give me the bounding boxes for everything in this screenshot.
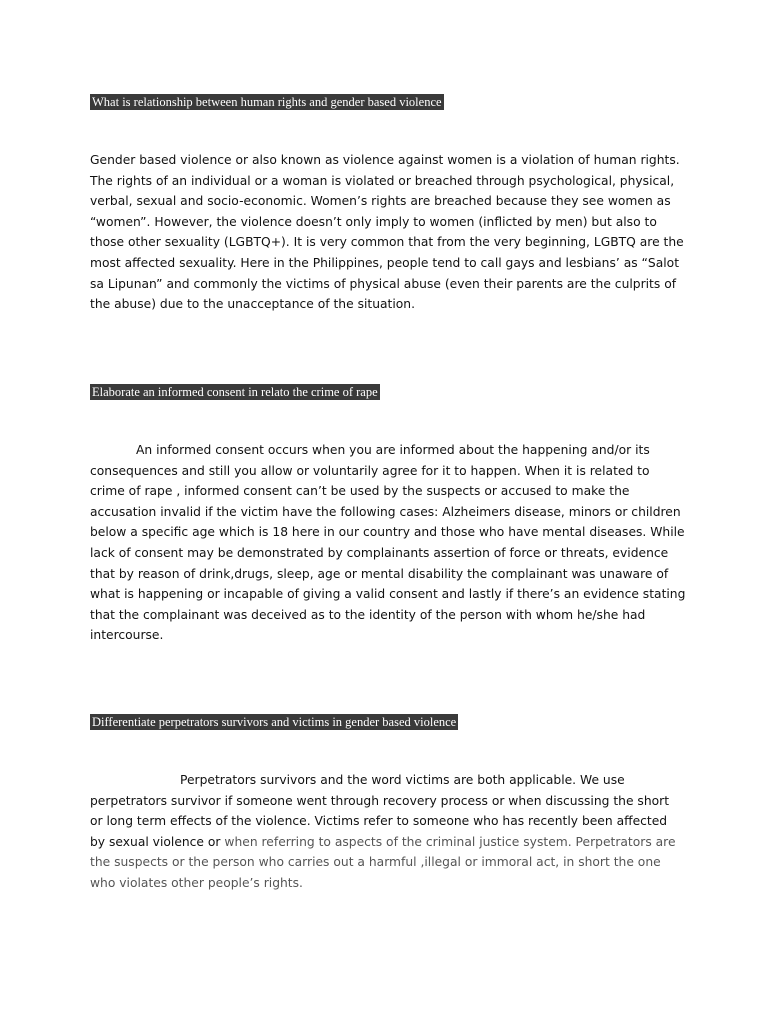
paragraph-line: “women”. However, the violence doesn’t only imply to women (inflicted by men) but also to [90,214,657,229]
paragraph-line: consequences and still you allow or voluntarily agree for it to happen. When it is related to [90,463,650,478]
paragraph-line: or long term effects of the violence. Victims refer to someone who has recently been affected [90,814,668,829]
section-3-paragraph [90,770,680,894]
paragraph-line: verbal, sexual and socio-economic. Women’s rights are breached because they see women as [90,194,671,209]
paragraph-line: what is happening or incapable of giving a valid consent and lastly if there’s an evidence stating [90,587,686,602]
paragraph-line: Perpetrators survivors and the word victims are both applicable. We use [180,773,625,787]
paragraph-line: who violates other people’s rights. [90,875,303,890]
line-text-grey: when referring to aspects of the criminal justice system. Perpetrators are [224,834,676,849]
section-3-heading: Differentiate perpetrators survivors and victims in gender based violence [92,715,457,729]
section-2-heading: Elaborate an informed consent in relato the crime of rape [92,385,378,399]
paragraph-line: the abuse) due to the unacceptance of the situation. [90,297,416,312]
paragraph-line: intercourse. [90,628,164,643]
paragraph-line: that by reason of drink,drugs, sleep, age or mental disability the complainant was unaware of [90,566,669,581]
paragraph-line: The rights of an individual or a woman is violated or breached through psychological, physical, [90,173,675,188]
section-1-heading: What is relationship between human rights and gender based violence [92,95,442,109]
line-text: by sexual violence or [90,834,225,849]
paragraph-line: those other sexuality (LGBTQ+). It is very common that from the very beginning, LGBTQ are the [90,235,684,250]
section-2-paragraph [90,440,686,646]
section-1-paragraph [90,150,684,315]
paragraph-line: crime of rape , informed consent can’t be used by the suspects or accused to make the [90,484,630,499]
paragraph-line: accusation invalid if the victim have the following cases: Alzheimers disease, minors or children [90,504,681,519]
paragraph-line: perpetrators survivor if someone went through recovery process or when discussing the short [90,793,670,808]
paragraph-line: sa Lipunan” and commonly the victims of physical abuse (even their parents are the culprits of [90,276,677,291]
paragraph-line: that the complainant was deceived as to the identity of the person with whom he/she had [90,607,646,622]
paragraph-line: most affected sexuality. Here in the Philippines, people tend to call gays and lesbians’ as “Salot [90,255,680,270]
paragraph-line: the suspects or the person who carries out a harmful ,illegal or immoral act, in short the one [90,855,661,870]
paragraph-line: lack of consent may be demonstrated by complainants assertion of force or threats, evidence [90,545,669,560]
paragraph-line: An informed consent occurs when you are informed about the happening and/or its [136,443,650,457]
paragraph-line [90,832,680,853]
paragraph-line: below a specific age which is 18 here in our country and those who have mental diseases. While [90,525,685,540]
paragraph-line: Gender based violence or also known as violence against women is a violation of human rights. [90,153,680,167]
